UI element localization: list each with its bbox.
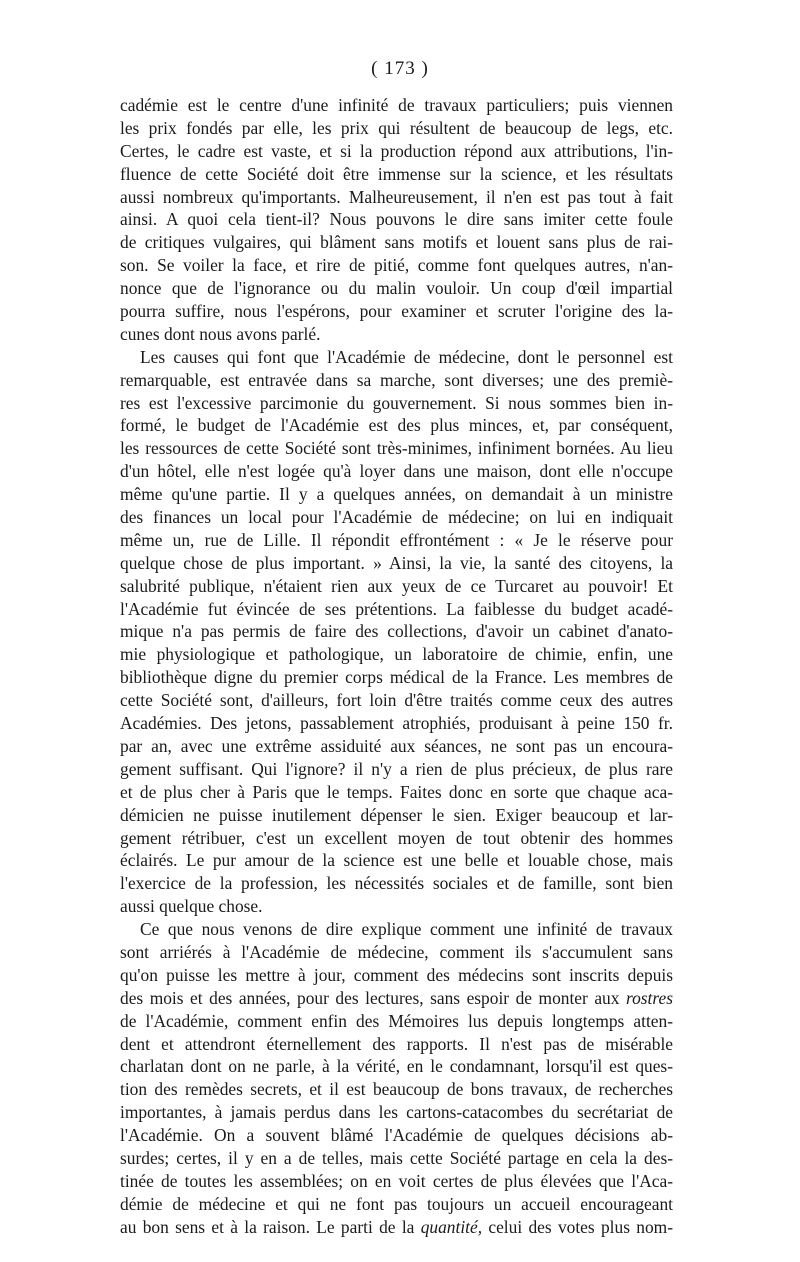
text-line: même qu'une partie. Il y a quelques années, on demandait à un ministre xyxy=(120,484,673,505)
text-line: et de plus cher à Paris que le temps. Faites donc en sorte que chaque aca- xyxy=(120,781,673,802)
text-run: celui des votes plus nom- xyxy=(488,1216,673,1237)
italic-word: quantité, xyxy=(420,1216,483,1237)
text-line: charlatan dont on ne parle, à la vérité, en le condamnant, lorsqu'il est ques- xyxy=(120,1056,673,1077)
text-line: cette Société sont, d'ailleurs, fort loin d'être traités comme ceux des autres xyxy=(120,690,673,711)
text-line-with-italic xyxy=(120,1216,673,1239)
text-run: des mois et des années, pour des lectures, sans espoir de monter aux xyxy=(120,987,626,1008)
text-line: importantes, à jamais perdus dans les cartons-catacombes du secrétariat de xyxy=(120,1102,673,1123)
text-line: nonce que de l'ignorance ou du malin vouloir. Un coup d'œil impartial xyxy=(120,278,673,299)
page-number: ( 173 ) xyxy=(371,58,429,79)
text-line: aussi quelque chose. xyxy=(120,896,263,917)
text-line: des finances un local pour l'Académie de médecine; on lui en indiquait xyxy=(120,507,673,528)
text-line: Ce que nous venons de dire explique comment une infinité de travaux xyxy=(140,919,673,940)
text-line: d'un hôtel, elle n'est logée qu'à loyer dans une maison, dont elle n'occupe xyxy=(120,461,673,482)
text-line: tion des remèdes secrets, et il est beaucoup de bons travaux, de recherches xyxy=(120,1079,673,1100)
text-line: gement suffisant. Qui l'ignore? il n'y a rien de plus précieux, de plus rare xyxy=(120,758,673,779)
text-line: Académies. Des jetons, passablement atrophiés, produisant à peine 150 fr. xyxy=(120,713,673,734)
text-line: qu'on puisse les mettre à jour, comment des médecins sont inscrits depuis xyxy=(120,964,673,985)
italic-word: rostres xyxy=(625,987,673,1008)
text-line: son. Se voiler la face, et rire de pitié, comme font quelques autres, n'an- xyxy=(120,255,673,276)
text-line: de l'Académie, comment enfin des Mémoires lus depuis longtemps atten- xyxy=(120,1010,673,1031)
text-line: Certes, le cadre est vaste, et si la production répond aux attributions, l'in- xyxy=(120,140,673,161)
body-text xyxy=(120,94,673,1239)
paragraph-2 xyxy=(120,346,673,918)
text-line: les ressources de cette Société sont très-minimes, infiniment bornées. Au lieu xyxy=(120,438,673,459)
text-line-with-italic xyxy=(120,987,673,1010)
text-line: Les causes qui font que l'Académie de médecine, dont le personnel est xyxy=(140,346,673,367)
text-line: les prix fondés par elle, les prix qui résultent de beaucoup de legs, etc. xyxy=(120,117,673,138)
text-line: l'exercice de la profession, les nécessités sociales et de famille, sont bien xyxy=(120,873,673,894)
text-line: pourra suffire, nous l'espérons, pour examiner et scruter l'origine des la- xyxy=(120,301,673,322)
text-line: quelque chose de plus important. » Ainsi, la vie, la santé des citoyens, la xyxy=(120,552,673,573)
text-line: remarquable, est entravée dans sa marche, sont diverses; une des premiè- xyxy=(120,369,673,390)
text-line: bibliothèque digne du premier corps médical de la France. Les membres de xyxy=(120,667,673,688)
text-line: cunes dont nous avons parlé. xyxy=(120,323,321,344)
text-line: surdes; certes, il y en a de telles, mais cette Société partage en cela la des- xyxy=(120,1147,673,1168)
text-line: salubrité publique, n'étaient rien aux yeux de ce Turcaret au pouvoir! Et xyxy=(120,575,673,596)
text-line: l'Académie fut évincée de ses prétentions. La faiblesse du budget acadé- xyxy=(120,598,673,619)
text-line: démicien ne puisse inutilement dépenser le sien. Exiger beaucoup et lar- xyxy=(120,804,673,825)
text-line: cadémie est le centre d'une infinité de travaux particuliers; puis viennen xyxy=(120,95,673,115)
text-line: ainsi. A quoi cela tient-il? Nous pouvons le dire sans imiter cette foule xyxy=(120,209,673,230)
text-line: sont arriérés à l'Académie de médecine, comment ils s'accumulent sans xyxy=(120,941,673,962)
text-line: de critiques vulgaires, qui blâment sans motifs et louent sans plus de rai- xyxy=(120,232,673,253)
text-line: l'Académie. On a souvent blâmé l'Académie de quelques décisions ab- xyxy=(120,1125,673,1146)
text-line: par an, avec une extrême assiduité aux séances, ne sont pas un encoura- xyxy=(120,735,673,756)
text-line: mique n'a pas permis de faire des collections, d'avoir un cabinet d'anato- xyxy=(120,621,673,642)
paragraph-3 xyxy=(120,918,673,1238)
text-line: formé, le budget de l'Académie est des plus minces, et, par conséquent, xyxy=(120,415,673,436)
text-line: même un, rue de Lille. Il répondit effrontément : « Je le réserve pour xyxy=(120,529,673,550)
text-line: mie physiologique et pathologique, un laboratoire de chimie, enfin, une xyxy=(120,644,673,665)
paragraph-1 xyxy=(120,94,673,346)
text-line: démie de médecine et qui ne font pas toujours un accueil encourageant xyxy=(120,1193,673,1214)
text-run: au bon sens et à la raison. Le parti de la xyxy=(120,1216,421,1237)
text-line: fluence de cette Société doit être immense sur la science, et les résultats xyxy=(120,163,673,184)
text-line: gement rétribuer, c'est un excellent moyen de tout obtenir des hommes xyxy=(120,827,673,848)
text-line: dent et attendront éternellement des rapports. Il n'est pas de misérable xyxy=(120,1033,673,1054)
text-line: aussi nombreux qu'importants. Malheureusement, il n'en est pas tout à fait xyxy=(120,186,673,207)
text-line: éclairés. Le pur amour de la science est une belle et louable chose, mais xyxy=(120,850,673,871)
text-line: res est l'excessive parcimonie du gouvernement. Si nous sommes bien in- xyxy=(120,392,673,413)
text-line: tinée de toutes les assemblées; on en voit certes de plus élevées que l'Aca- xyxy=(120,1170,673,1191)
